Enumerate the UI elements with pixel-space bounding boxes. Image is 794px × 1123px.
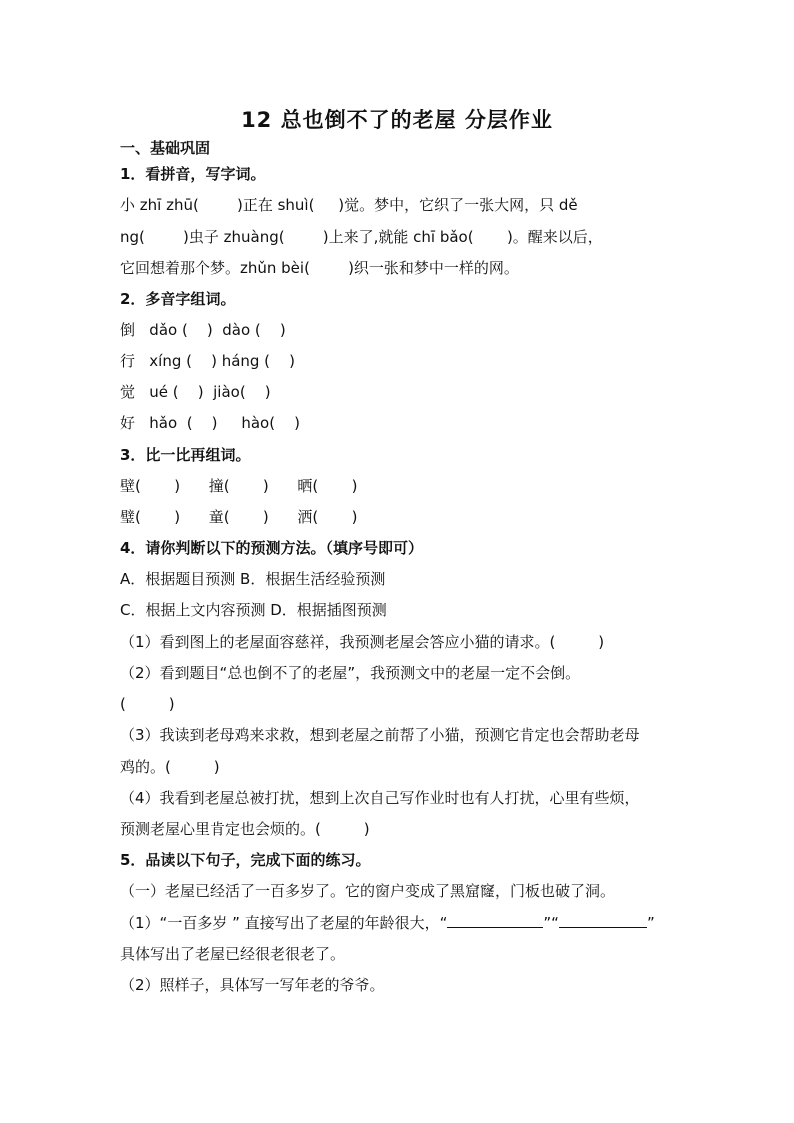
section-heading-basics: 一、基础巩固 (120, 139, 211, 157)
q5-heading: 5．品读以下句子，完成下面的练习。 (120, 851, 371, 869)
q1-line-2: ng( )虫子 zhuàng( )上来了,就能 chī bǎo( )。醒来以后， (120, 228, 603, 246)
q2-row-jiao: 觉 ué ( ) jiào( ) (120, 383, 271, 401)
q3-row-2: 璧( ) 童( ) 洒( ) (120, 508, 358, 526)
q2-row-hao: 好 hǎo ( ) hào( ) (120, 414, 300, 432)
q4-heading: 4．请你判断以下的预测方法。（填序号即可） (120, 539, 423, 557)
q5-passage: （一）老屋已经活了一百多岁了。它的窗户变成了黑窟窿，门板也破了洞。 (120, 882, 616, 900)
q1-line-3: 它回想着那个梦。zhǔn bèi( )织一张和梦中一样的网。 (120, 259, 519, 277)
q5-item-1-cont: 具体写出了老屋已经很老很老了。 (120, 945, 346, 963)
q4-item-2: （2）看到题目“总也倒不了的老屋”，我预测文中的老屋一定不会倒。 (120, 664, 581, 682)
q3-heading: 3．比一比再组词。 (120, 446, 251, 464)
answer-blank-2[interactable] (559, 913, 647, 928)
page-title: 12 总也倒不了的老屋 分层作业 (241, 108, 553, 132)
q1-heading: 1．看拼音，写字词。 (120, 165, 266, 183)
q5-item-1-text-b: ”“ (543, 914, 559, 932)
q5-item-1-text-a: （1）“一百多岁 ” 直接写出了老屋的年龄很大，“ (120, 914, 448, 932)
q4-item-1: （1）看到图上的老屋面容慈祥，我预测老屋会答应小猫的请求。( ) (120, 633, 605, 651)
q4-item-3-cont: 鸡的。( ) (120, 758, 220, 776)
q4-options-cd: C．根据上文内容预测 D．根据插图预测 (120, 601, 387, 619)
q3-row-1: 壁( ) 撞( ) 晒( ) (120, 477, 358, 495)
q4-item-4: （4）我看到老屋总被打扰，想到上次自己写作业时也有人打扰，心里有些烦， (120, 789, 640, 807)
q2-heading: 2．多音字组词。 (120, 290, 236, 308)
q4-item-2-answer: ( ) (120, 695, 175, 713)
q5-item-1 (120, 912, 655, 934)
q1-line-1: 小 zhī zhū( )正在 shuì( )觉。梦中，它织了一张大网，只 dě (120, 196, 578, 214)
q4-options-ab: A．根据题目预测 B．根据生活经验预测 (120, 570, 386, 588)
q5-item-2: （2）照样子，具体写一写年老的爷爷。 (120, 976, 385, 994)
q4-item-4-cont: 预测老屋心里肯定也会烦的。( ) (120, 820, 370, 838)
q4-item-3: （3）我读到老母鸡来求救，想到老屋之前帮了小猫，预测它肯定也会帮助老母 (120, 726, 640, 744)
answer-blank-1[interactable] (447, 913, 543, 928)
q2-row-dao: 倒 dǎo ( ) dào ( ) (120, 321, 286, 339)
q2-row-xing: 行 xíng ( ) háng ( ) (120, 352, 295, 370)
q5-item-1-text-c: ” (646, 914, 655, 932)
